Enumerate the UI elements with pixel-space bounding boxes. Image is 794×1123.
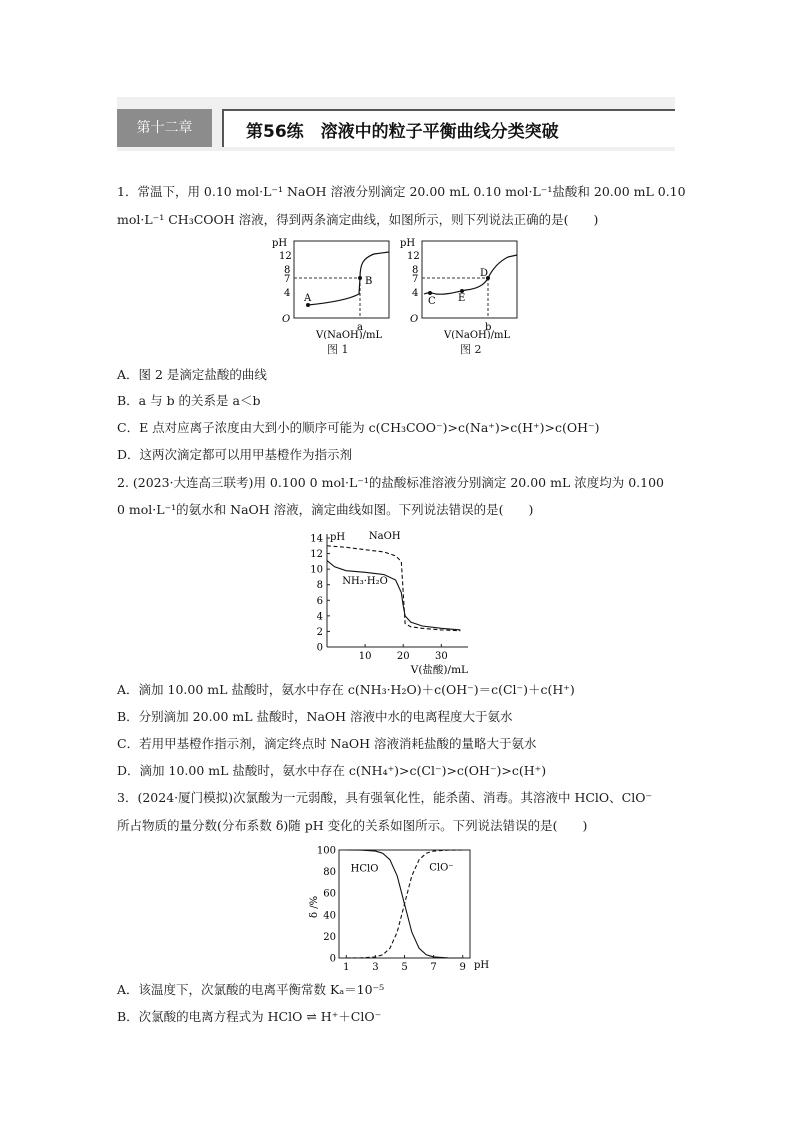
fig1-tick-7: 7	[284, 274, 291, 285]
q3-legend-clo: ClO⁻	[429, 862, 454, 874]
q3-ytick: 0	[329, 953, 336, 965]
fig2-curve	[424, 255, 517, 294]
fig2-label-e: E	[458, 293, 466, 304]
fig2-label-c: C	[428, 296, 436, 307]
q2-option-a: A．滴加 10.00 mL 盐酸时，氨水中存在 c(NH₃·H₂O)＋c(OH⁻)＝c(Cl⁻)＋c(H⁺)	[117, 682, 575, 697]
q2-stem-line2: 0 mol·L⁻¹的氨水和 NaOH 溶液，滴定曲线如图。下列说法错误的是( )	[117, 502, 534, 517]
q3-stem-line1: 3．(2024·厦门模拟)次氯酸为一元弱酸，具有强氧化性，能杀菌、消毒。其溶液中 HClO、ClO⁻	[117, 790, 653, 805]
fig1-tick-4: 4	[284, 288, 291, 299]
fig2-caption: 图 2	[460, 343, 482, 356]
fig2-tick-12: 12	[407, 251, 420, 262]
fig2-origin: O	[410, 314, 419, 325]
fig1-tick-12: 12	[279, 251, 292, 262]
q1-option-c: C．E 点对应离子浓度由大到小的顺序可能为 c(CH₃COO⁻)>c(Na⁺)>c(H⁺)>c(OH⁻)	[117, 420, 600, 435]
q1-option-b: B．a 与 b 的关系是 a＜b	[117, 393, 261, 408]
q2-xtick: 30	[434, 651, 448, 662]
q2-stem-line1: 2. (2023·大连高三联考)用 0.100 0 mol·L⁻¹的盐酸标准溶液分别滴定 20.00 mL 浓度均为 0.100	[117, 475, 664, 490]
fig1-xlabel: V(NaOH)/mL	[316, 330, 383, 339]
q3-option-b: B．次氯酸的电离方程式为 HClO ⇌ H⁺＋ClO⁻	[117, 1009, 382, 1024]
page-title: 第56练 溶液中的粒子平衡曲线分类突破	[246, 122, 559, 142]
fig1-tick-8: 8	[284, 265, 291, 276]
fig1-origin: O	[282, 314, 291, 325]
fig2-point-c	[428, 291, 432, 295]
q3-ytick: 80	[323, 867, 336, 879]
q1-option-a: A．图 2 是滴定盐酸的曲线	[117, 367, 267, 382]
q3-xtick: 7	[430, 962, 437, 973]
q1-figure-2	[396, 234, 526, 339]
q2-ytick: 14	[310, 533, 323, 545]
chapter-label: 第十二章	[117, 109, 212, 147]
q3-ylabel: δ /%	[309, 895, 320, 918]
fig2-xtick-b: b	[485, 322, 492, 333]
q3-chart	[303, 843, 493, 973]
q2-option-b: B．分别滴加 20.00 mL 盐酸时，NaOH 溶液中水的电离程度大于氨水	[117, 709, 513, 724]
q2-ytick: 0	[316, 642, 323, 654]
q2-series-0	[327, 546, 460, 631]
q2-series-1	[327, 561, 460, 630]
fig1-ylabel: pH	[272, 238, 288, 249]
q3-xtick: 1	[343, 962, 350, 973]
q2-chart	[300, 530, 480, 675]
q2-ytick: 6	[316, 595, 323, 607]
q3-stem-line2: 所占物质的量分数(分布系数 δ)随 pH 变化的关系如图所示。下列说法错误的是( )	[117, 818, 588, 833]
q1-figure-1	[268, 234, 398, 339]
q2-ytick: 10	[310, 564, 323, 576]
q3-legend-hclo: HClO	[350, 863, 379, 875]
q3-ytick: 20	[323, 931, 336, 943]
q2-xlabel: V(盐酸)/mL	[410, 664, 468, 675]
q1-option-d: D．这两次滴定都可以用甲基橙作为指示剂	[117, 447, 353, 462]
q2-xtick: 20	[396, 651, 410, 662]
q3-ytick: 60	[323, 888, 336, 900]
q3-xtick: 9	[459, 962, 466, 973]
q2-ytick: 12	[310, 549, 323, 561]
fig1-label-b: B	[365, 276, 373, 287]
q3-xlabel: pH	[474, 960, 490, 971]
fig2-tick-7: 7	[412, 274, 419, 285]
q2-ytick: 2	[316, 626, 323, 638]
q3-xtick: 3	[372, 962, 379, 973]
fig2-ylabel: pH	[400, 238, 416, 249]
fig1-caption: 图 1	[327, 343, 349, 356]
q2-legend-nh3: NH₃·H₂O	[342, 575, 388, 587]
q2-option-d: D．滴加 10.00 mL 盐酸时，氨水中存在 c(NH₄⁺)>c(Cl⁻)>c(OH⁻)>c(H⁺)	[117, 763, 547, 778]
q2-legend-naoh: NaOH	[368, 530, 401, 542]
fig1-point-b	[358, 276, 362, 280]
q1-stem-line1: 1．常温下，用 0.10 mol·L⁻¹ NaOH 溶液分别滴定 20.00 mL 0.10 mol·L⁻¹盐酸和 20.00 mL 0.10	[117, 184, 686, 199]
q2-ytick: 8	[316, 580, 323, 592]
fig2-tick-8: 8	[412, 265, 419, 276]
fig1-xtick-a: a	[357, 322, 363, 333]
q3-xtick: 5	[401, 962, 408, 973]
fig2-tick-4: 4	[412, 288, 419, 299]
q2-ytick: 4	[316, 611, 323, 623]
q3-ytick: 40	[323, 910, 336, 922]
q2-ylabel: pH	[330, 532, 346, 543]
q3-ytick: 100	[316, 845, 336, 857]
q3-option-a: A．该温度下，次氯酸的电离平衡常数 Kₐ＝10⁻⁵	[117, 982, 385, 997]
q2-option-c: C．若用甲基橙作指示剂，滴定终点时 NaOH 溶液消耗盐酸的量略大于氨水	[117, 736, 537, 751]
fig2-xlabel: V(NaOH)/mL	[444, 330, 511, 339]
fig1-label-a: A	[304, 293, 312, 304]
q1-stem-line2: mol·L⁻¹ CH₃COOH 溶液，得到两条滴定曲线，如图所示，则下列说法正确的是( )	[117, 212, 599, 227]
fig2-label-d: D	[480, 268, 489, 279]
q2-xtick: 10	[358, 651, 372, 662]
title-box	[222, 109, 675, 147]
